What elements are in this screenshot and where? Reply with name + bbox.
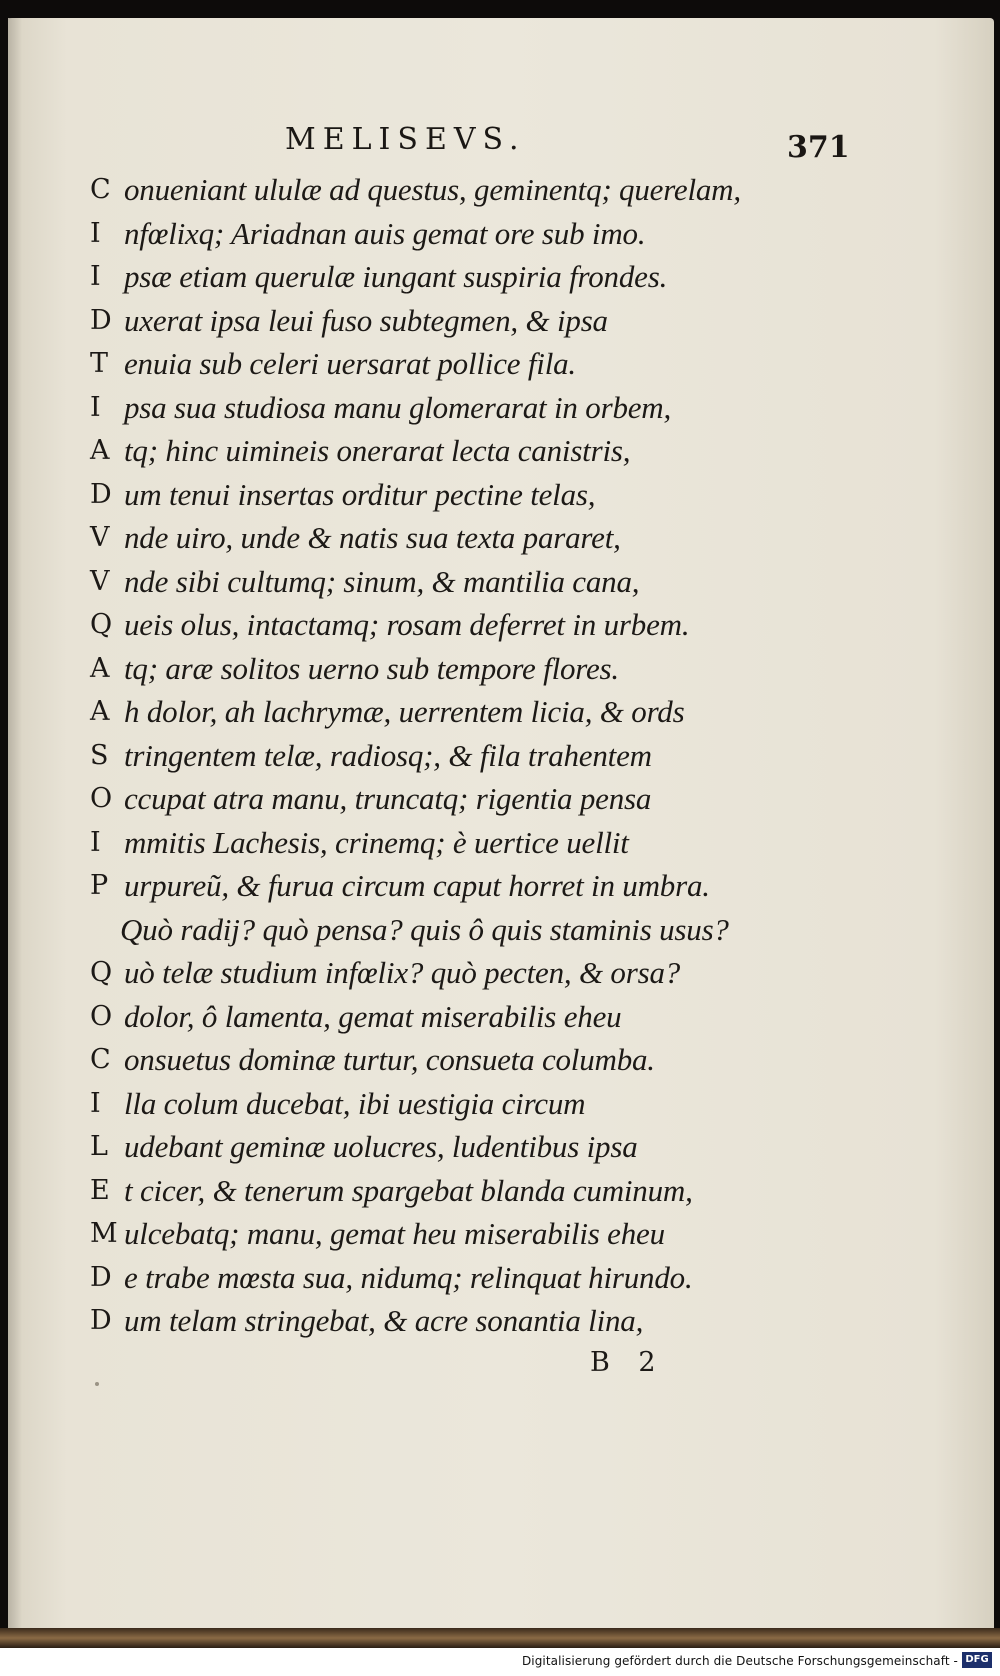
verse-line [90, 255, 950, 299]
line-text: onueniant ululæ ad questus, geminentq; querelam, [124, 172, 741, 207]
line-text: enuia sub celeri uersarat pollice fila. [124, 346, 576, 381]
verse-line [90, 995, 950, 1039]
verse-line [90, 1256, 950, 1300]
verse-line [90, 647, 950, 691]
line-text: tringentem telæ, radiosq;, & fila trahentem [124, 737, 652, 773]
verse-line [90, 690, 950, 734]
verse-line [90, 734, 950, 778]
line-initial: O [90, 783, 113, 814]
line-text: udebant geminæ uolucres, ludentibus ipsa [124, 1129, 638, 1164]
page-bottom-edge [0, 1628, 1000, 1648]
footer-credit: Digitalisierung gefördert durch die Deutsche Forschungsgemeinschaft - [521, 1654, 958, 1668]
line-initial: D [90, 304, 112, 336]
line-initial: A [90, 696, 110, 727]
line-initial: O [90, 1000, 113, 1032]
line-text: psæ etiam querulæ iungant suspiria frondes. [124, 259, 668, 294]
verse-line [90, 560, 950, 604]
paper-speck [95, 1382, 99, 1386]
line-initial: A [90, 435, 110, 466]
line-initial: D [90, 1261, 112, 1293]
line-initial: C [90, 174, 111, 205]
dfg-logo: DFG [962, 1652, 992, 1668]
line-text: ueis olus, intactamq; rosam deferret in urbem. [124, 607, 690, 642]
line-text: nde sibi cultumq; sinum, & mantilia cana, [124, 563, 640, 599]
line-text: h dolor, ah lachrymæ, uerrentem licia, & ords [124, 694, 685, 729]
verse-line [90, 168, 950, 212]
line-initial: D [90, 1305, 112, 1336]
verse-line [90, 1169, 950, 1213]
line-text: psa sua studiosa manu glomerarat in orbem, [124, 389, 672, 425]
line-text: um telam stringebat, & acre sonantia lina, [124, 1303, 644, 1338]
verse-line [90, 951, 950, 995]
verse-line [90, 1082, 950, 1126]
verse-line [90, 516, 950, 560]
verse-line [90, 603, 950, 647]
line-text: e trabe mœsta sua, nidumq; relinquat hirundo. [124, 1259, 693, 1295]
verse-line [90, 212, 950, 256]
verse-line [90, 1299, 950, 1343]
line-text: uò telæ studium infœlix? quò pecten, & orsa? [124, 955, 681, 990]
line-text: t cicer, & tenerum spargebat blanda cuminum, [124, 1172, 693, 1208]
line-initial: Q [90, 957, 113, 988]
signature-mark: B 2 [590, 1347, 656, 1378]
line-initial: E [90, 1174, 110, 1206]
line-initial: S [90, 739, 109, 771]
verse-line [90, 908, 950, 952]
line-text: tq; hinc uimineis onerarat lecta canistris, [124, 433, 631, 468]
line-initial: V [90, 522, 110, 553]
line-text: lla colum ducebat, ibi uestigia circum [124, 1085, 586, 1121]
verse-line [90, 864, 950, 908]
line-text: uxerat ipsa leui fuso subtegmen, & ipsa [124, 302, 608, 338]
line-initial: T [90, 348, 109, 379]
line-initial: I [90, 217, 101, 249]
line-text: um tenui insertas orditur pectine telas, [124, 476, 596, 512]
verse-line [90, 473, 950, 517]
line-initial: I [90, 1087, 101, 1119]
line-initial: I [90, 826, 101, 858]
page-number: 371 [787, 130, 850, 165]
line-text: dolor, ô lamenta, gemat miserabilis eheu [124, 998, 622, 1034]
line-text: ulcebatq; manu, gemat heu miserabilis eheu [124, 1216, 665, 1251]
verse-line [90, 429, 950, 473]
line-initial: D [90, 478, 112, 510]
line-text: nde uiro, unde & natis sua texta pararet, [124, 520, 621, 555]
line-text: nfœlixq; Ariadnan auis gemat ore sub imo. [124, 215, 646, 251]
line-text: urpureũ, & furua circum caput horret in umbra. [124, 868, 710, 903]
line-initial: C [90, 1044, 111, 1075]
verse-line [90, 777, 950, 821]
line-initial: I [90, 261, 101, 292]
line-initial: I [90, 391, 101, 423]
line-initial: L [90, 1131, 108, 1162]
line-text: tq; aræ solitos uerno sub tempore flores. [124, 650, 619, 686]
line-initial: Q [90, 609, 113, 640]
line-text: onsuetus dominæ turtur, consueta columba. [124, 1042, 655, 1077]
line-text: Quò radij? quò pensa? quis ô quis staminis usus? [120, 911, 729, 947]
line-initial: M [90, 1218, 118, 1249]
verse-line [90, 342, 950, 386]
verse-lines [90, 168, 950, 1343]
line-initial: V [90, 565, 110, 597]
line-text: ccupat atra manu, truncatq; rigentia pensa [124, 781, 652, 816]
verse-line [90, 299, 950, 343]
verse-line [90, 1125, 950, 1169]
line-initial: P [90, 870, 109, 901]
running-head: MELISEVS. [285, 122, 526, 157]
line-text: mmitis Lachesis, crinemq; è uertice uellit [124, 824, 629, 860]
verse-line [90, 1212, 950, 1256]
line-initial: A [90, 652, 110, 684]
verse-line [90, 1038, 950, 1082]
verse-line [90, 386, 950, 430]
page-edge-shadow [8, 18, 22, 1648]
verse-line [90, 821, 950, 865]
